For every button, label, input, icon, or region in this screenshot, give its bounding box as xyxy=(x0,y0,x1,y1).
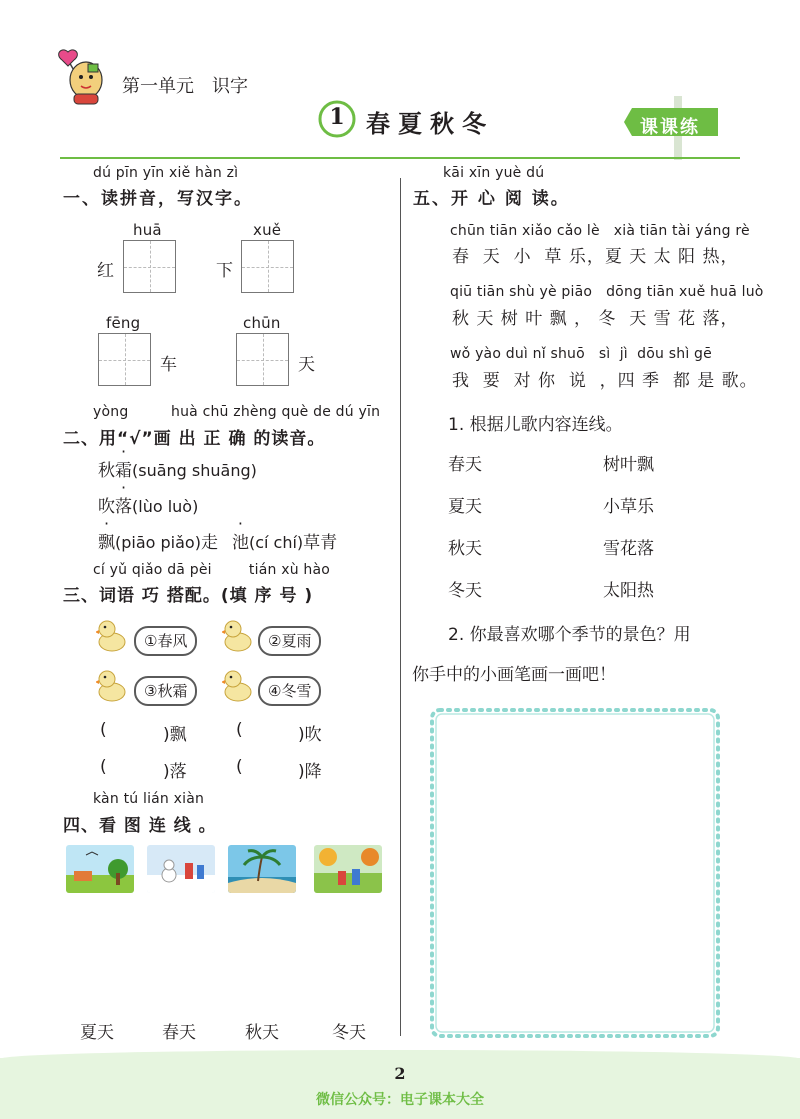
match-right-3[interactable]: 雪花落 xyxy=(603,539,654,559)
s3-title: 三、词语 巧 搭配。(填 序 号 ) xyxy=(63,586,314,606)
poem-line2-pinyin: qiū tiān shù yè piāo dōng tiān xuě huā luò xyxy=(450,284,764,300)
s4-title: 四、看 图 连 线 。 xyxy=(63,816,217,836)
autumn-picture[interactable] xyxy=(314,845,382,893)
duck-icon xyxy=(96,668,126,702)
s4-label-2: 春天 xyxy=(162,1023,196,1043)
s2-pinyin-rest: huà chū zhèng què de dú yīn xyxy=(171,404,381,420)
s3-blank-3-close[interactable]: )落 xyxy=(163,762,187,782)
s2-line1-options[interactable]: (suāng shuāng) xyxy=(132,461,257,480)
page-number: 2 xyxy=(394,1064,406,1083)
s4-label-1: 夏天 xyxy=(80,1023,114,1043)
question-2-line1: 2. 你最喜欢哪个季节的景色？用 xyxy=(448,625,691,645)
winter-picture[interactable] xyxy=(147,845,215,893)
column-divider xyxy=(400,178,401,1036)
match-right-1[interactable]: 树叶飘 xyxy=(603,455,654,475)
s4-label-3: 秋天 xyxy=(245,1023,279,1043)
s2-line3-word-c: 池 xyxy=(231,533,249,553)
s3-blank-1-open: ( xyxy=(100,720,107,740)
s3-tag-1: ①春风 xyxy=(134,626,197,656)
s1-writing-grid-2[interactable] xyxy=(241,240,294,293)
s2-title: 二、用“√”画 出 正 确 的读音。 xyxy=(63,429,326,449)
s1-item4-pinyin: chūn xyxy=(243,314,281,332)
duck-icon xyxy=(96,618,126,652)
s3-pinyin: cí yǔ qiǎo dā pèi tián xù hào xyxy=(93,562,331,578)
question-2-line2: 你手中的小画笔画一画吧！ xyxy=(412,665,616,685)
s1-item1-char: 红 xyxy=(97,261,114,281)
s3-blank-4-open: ( xyxy=(236,757,243,777)
s1-item1-pinyin: huā xyxy=(133,221,162,239)
s1-pinyin: dú pīn yīn xiě hàn zì xyxy=(93,165,239,181)
summer-picture[interactable] xyxy=(228,845,296,893)
question-1: 1. 根据儿歌内容连线。 xyxy=(448,415,623,435)
s2-line3-word-d: 草青 xyxy=(303,533,338,553)
match-left-2[interactable]: 夏天 xyxy=(448,497,482,517)
s1-item4-char: 天 xyxy=(298,355,315,375)
s1-writing-grid-3[interactable] xyxy=(98,333,151,386)
s3-tag-2: ②夏雨 xyxy=(258,626,321,656)
s5-pinyin: kāi xīn yuè dú xyxy=(443,165,545,181)
poem-line3: 我 要 对 你 说 ，四 季 都 是 歌。 xyxy=(452,371,758,391)
poem-line1: 春 天 小 草 乐，夏 天 太 阳 热， xyxy=(452,247,739,267)
s2-pinyin-yong: yòng xyxy=(93,404,129,420)
s1-item2-char: 下 xyxy=(216,261,233,281)
poem-line2: 秋 天 树 叶 飘 ， 冬 天 雪 花 落， xyxy=(452,309,739,329)
match-right-2[interactable]: 小草乐 xyxy=(603,497,654,517)
duck-icon xyxy=(222,668,252,702)
s2-line2-word: 吹落 xyxy=(98,497,132,517)
s5-title: 五、开 心 阅 读。 xyxy=(413,189,570,209)
s2-line2 xyxy=(98,492,198,517)
match-right-4[interactable]: 太阳热 xyxy=(603,581,654,601)
poem-line3-pinyin: wǒ yào duì nǐ shuō sì jì dōu shì gē xyxy=(450,346,712,362)
match-left-1[interactable]: 春天 xyxy=(448,455,482,475)
s3-tag-3: ③秋霜 xyxy=(134,676,197,706)
s3-blank-1-close[interactable]: )飘 xyxy=(163,725,187,745)
s1-writing-grid-1[interactable] xyxy=(123,240,176,293)
s3-blank-3-open: ( xyxy=(100,757,107,777)
unit-title: 第一单元 识字 xyxy=(122,76,248,97)
s3-blank-4-close[interactable]: )降 xyxy=(298,762,322,782)
s2-line3-word-a: 飘 xyxy=(98,533,115,553)
match-left-3[interactable]: 秋天 xyxy=(448,539,482,559)
s1-item2-pinyin: xuě xyxy=(253,221,282,239)
poem-line1-pinyin: chūn tiān xiǎo cǎo lè xià tiān tài yáng rè xyxy=(450,223,750,239)
s3-blank-2-open: ( xyxy=(236,720,243,740)
s2-line3-options-a[interactable]: (piāo piǎo) xyxy=(115,533,201,552)
s2-line3-options-c[interactable]: (cí chí) xyxy=(248,533,304,552)
s1-item3-char: 车 xyxy=(160,355,177,375)
wechat-watermark: 微信公众号：电子课本大全 xyxy=(316,1092,484,1108)
s2-line3-word-b: 走 xyxy=(200,533,218,553)
spring-picture[interactable] xyxy=(66,845,134,893)
s2-line1-word: 秋霜 xyxy=(98,461,132,481)
s1-writing-grid-4[interactable] xyxy=(236,333,289,386)
s1-title: 一、读拼音，写汉字。 xyxy=(63,189,253,209)
s4-pinyin: kàn tú lián xiàn xyxy=(93,791,205,807)
match-left-4[interactable]: 冬天 xyxy=(448,581,482,601)
s4-label-4: 冬天 xyxy=(332,1023,366,1043)
lesson-title: 春夏秋冬 xyxy=(366,109,494,138)
header-rule xyxy=(60,157,740,159)
s3-blank-2-close[interactable]: )吹 xyxy=(298,725,322,745)
s2-line3 xyxy=(98,528,337,553)
badge-label: 课课练 xyxy=(640,117,700,138)
lesson-number: 1 xyxy=(329,104,345,130)
drawing-frame[interactable] xyxy=(426,704,724,1042)
s1-item3-pinyin: fēng xyxy=(106,314,141,332)
mascot-icon xyxy=(54,48,112,108)
s3-tag-4: ④冬雪 xyxy=(258,676,321,706)
duck-icon xyxy=(222,618,252,652)
s2-line2-options[interactable]: (lùo luò) xyxy=(132,497,199,516)
